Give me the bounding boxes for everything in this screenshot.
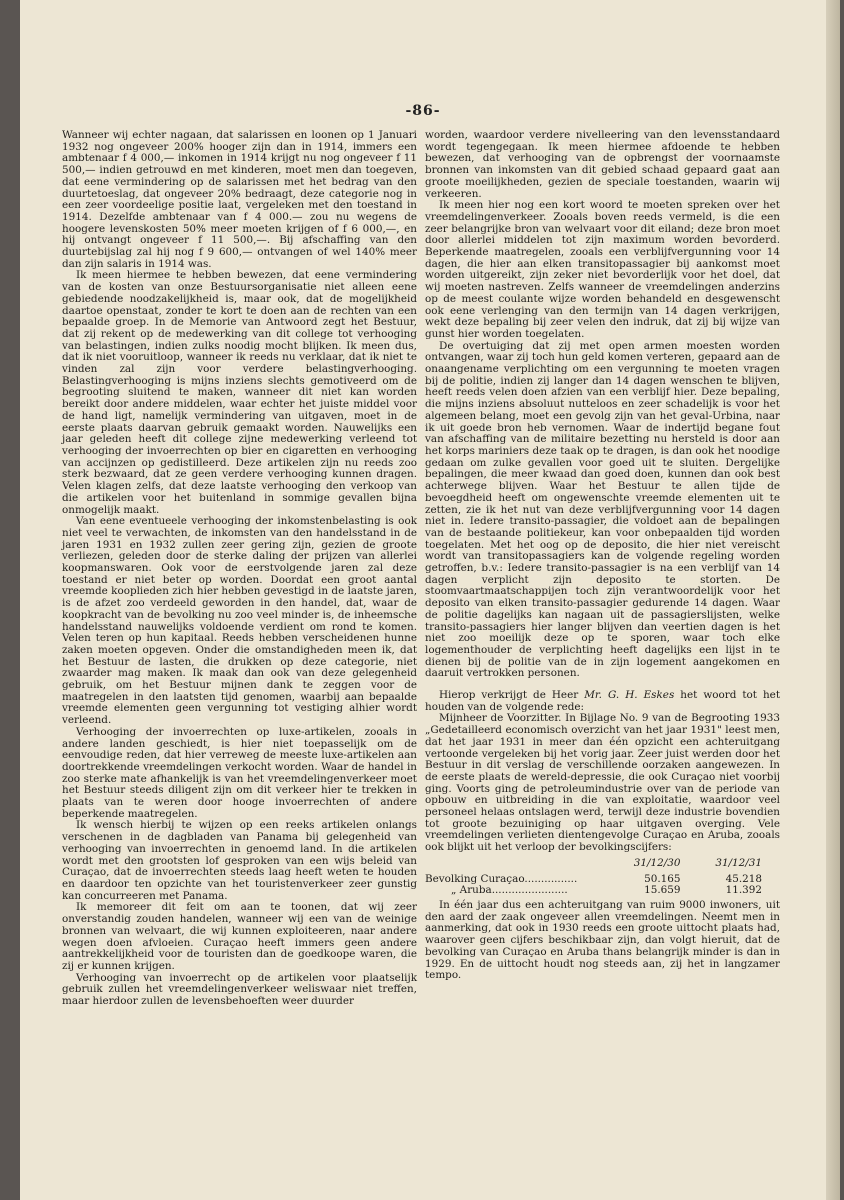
table-cell-label: [425, 885, 617, 897]
left-column: [62, 130, 417, 1008]
speaker-name: Mr. G. H. Eskes: [584, 689, 675, 702]
population-table: [425, 858, 780, 897]
table-row: [425, 885, 780, 897]
row-label: Bevolking Curaçao: [425, 872, 525, 885]
table-cell: 15.659: [644, 884, 681, 897]
paragraph: Ik memoreer dit feit om aan te toonen, dat wij zeer onverstandig zouden handelen, wanneer wij een van de weinige bronnen van welvaart, die wij kunnen exploiteeren, naar andere wegen doen afvloeien. Curaçao heeft immers geen andere aantrekkelijkheid voor de touristen dan de goedkoope waren, die zij er kunnen krijgen.: [62, 901, 417, 972]
row-leader: .......................: [491, 884, 568, 897]
paragraph: Ik wensch hierbij te wijzen op een reeks artikelen onlangs verschenen in de dagbladen van Panama bij gelegenheid van verhooging van invoerrechten in genoemd land. In die artikelen wordt met den grootsten lof gesproken van een wijs beleid van Curaçao, dat de invoerrechten steeds laag heeft weten te houden en daardoor ten opzichte van het touristenverkeer zeer gunstig kan concurreeren met Panama.: [62, 819, 417, 902]
paragraph: Van eene eventueele verhooging der inkomstenbelasting is ook niet veel te verwachten, de inkomsten van den handelsstand in de jaren 1931 en 1932 zullen zeer gering zijn, gezien de groote verliezen, geleden door de sterke daling der prijzen van allerlei koopmanswaren. Ook voor de eerstvolgende jaren zal deze toestand er niet beter op worden. Doordat een groot aantal vreemde kooplieden zich hier hebben gevestigd in de laatste jaren, is de afzet zoo verdeeld geworden in den handel, dat, waar de koopkracht van de bevolking nu zoo veel minder is, de inheemsche handelsstand nauwelijks voldoende verdient om rond te komen. Velen teren op hun kapitaal. Reeds hebben verscheidenen hunne zaken moeten opgeven. Onder die omstandigheden meen ik, dat het Bestuur de lasten, die drukken op deze categorie, niet zwaarder mag maken. Ik maak dan ook van deze gelegenheid gebruik, om het Bestuur mijnen dank te zeggen voor de maatregelen in den laatsten tijd genomen, waarbij aan bepaalde vreemde elementen geen vergunning tot vestiging alhier wordt verleend.: [62, 515, 417, 727]
speaker-intro-after: het woord tot het houden van de volgende rede:: [425, 689, 780, 713]
table-cell: 45.218: [725, 872, 762, 885]
closing-paragraph: In één jaar dus een achteruitgang van ruim 9000 inwoners, uit den aard der zaak ongeveer allen vreemdelingen. Neemt men in aanmerking, dat ook in 1930 reeds een groote uittocht plaats had, waarover geen cijfers beschikbaar zijn, dan volgt hieruit, dat de bevolking van Curaçao en Aruba thans belangrijk minder is dan in 1929. En de uittocht houdt nog steeds aan, zij het in langzamer tempo.: [425, 899, 780, 982]
row-leader: ................: [524, 872, 578, 885]
paragraph: De overtuiging dat zij met open armen moesten worden ontvangen, waar zij toch hun geld komen verteren, gepaard aan de onaangename verplichting om een vergunning te moeten vragen bij de politie, indien zij langer dan 14 dagen wenschen te blijven, heeft reeds velen doen afzien van een verblijf hier. Deze bepaling, die mijns inziens absoluut nutteloos en zeer schadelijk is voor het algemeen belang, moet een gevolg zijn van het geval-Urbina, naar ik uit goede bron heb vernomen. Waar de indertijd begane fout van afschaffing van de militaire bezetting nu hersteld is door aan het korps mariniers deze taak op te dragen, is dan ook het noodige gedaan om zulke gevallen voor goed uit te sluiten. Dergelijke bepalingen, die meer kwaad dan goed doen, kunnen dan ook best achterwege blijven. Waar het Bestuur te allen tijde de bevoegdheid heeft om ongewenschte vreemde elementen uit te zetten, zie ik het nut van deze verblijfvergunning voor 14 dagen niet in. Iedere transito-passagier, die voldoet aan de bepalingen van de bestaande politiekeur, kan voor onbepaalden tijd worden toegelaten. Met het oog op de deposito, die hier niet vereischt wordt van transitopassagiers kan de volgende regeling worden getroffen, b.v.: Iedere transito-passagier is na een verblijf van 14 dagen verplicht zijn deposito te storten. De stoomvaartmaatschappijen toch zijn verantwoordelijk voor het deposito van elken transito-passagier gedurende 14 dagen. Waar de politie dagelijks kan nagaan uit de passagierslijsten, welke transito-passagiers hier langer blijven dan veertien dagen is het niet zoo moeilijk deze op te sporen, waar toch elke logementhouder de verplichting heeft dagelijks een lijst in te dienen bij de politie van de in zijn logement aangekomen en daaruit vertrokken personen.: [425, 339, 780, 680]
table-header: 31/12/31: [715, 856, 762, 869]
document-page: [20, 0, 826, 1200]
page-number: -86-: [405, 103, 441, 119]
speaker-intro: [425, 690, 780, 713]
paragraph: Ik meen hiermee te hebben bewezen, dat eene vermindering van de kosten van onze Bestuursorganisatie niet alleen eene gebiedende noodzakelijkheid is, maar ook, dat de mogelijkheid daartoe openstaat, zonder te kort te doen aan de rechten van een bepaalde groep. In de Memorie van Antwoord zegt het Bestuur, dat zij rekent op de medewerking van dit college tot verhooging van belastingen, indien zulks noodig mocht blijken. Ik meen dus, dat ik niet vooruitloop, wanneer ik reeds nu verklaar, dat ik niet te vinden zal zijn voor verdere belastingverhooging. Belastingverhooging is mijns inziens slechts gemotiveerd om de begrooting sluitend te maken, wanneer dit niet kan worden bereikt door andere middelen, waar echter het juiste middel voor de hand ligt, namelijk vermindering van uitgaven, moet in de eerste plaats daarvan gebruik gemaakt worden. Nauwelijks een jaar geleden heeft dit college zijne medewerking verleend tot verhooging der invoerrechten op bier en cigaretten en verhooging van accijnzen op gedistilleerd. Deze artikelen zijn nu reeds zoo sterk bezwaard, dat ze geen verdere verhooging kunnen dragen. Velen klagen zelfs, dat deze laatste verhooging den verkoop van die artikelen voor het buitenland in sommige gevallen bijna onmogelijk maakt.: [62, 269, 417, 516]
paragraph: Ik meen hier nog een kort woord te moeten spreken over het vreemdelingenverkeer. Zooals boven reeds vermeld, is die een zeer belangrijke bron van welvaart voor dit eiland; deze bron moet door allerlei middelen tot zijn maximum worden bevorderd. Beperkende maatregelen, zooals een verblijfvergunning voor 14 dagen, die hier aan elken transitopassagier bij aankomst moet worden uitgereikt, zijn zeker niet bevorderlijk voor het doel, dat wij moeten nastreven. Zelfs wanneer de vreemdelingen anderzins op de meest coulante wijze worden behandeld en desgewenscht ook eene verlenging van den termijn van 14 dagen verkrijgen, wekt deze bepaling bij zeer velen den indruk, dat zij bij wijze van gunst hier worden toegelaten.: [425, 199, 780, 340]
paragraph: Wanneer wij echter nagaan, dat salarissen en loonen op 1 Januari 1932 nog ongeveer 200% hooger zijn dan in 1914, immers een ambtenaar f 4 000,— inkomen in 1914 krijgt nu nog ongeveer f 11 500,— indien getrouwd en met kinderen, moet men dan toegeven, dat eene vermindering op de salarissen met het bedrag van den duurtetoeslag, dat ongeveer 20% bedraagt, deze categorie nog in een zeer voordeelige positie laat, vergeleken met den toestand in 1914. Dezelfde ambtenaar van f 4 000.— zou nu wegens de hoogere levenskosten 50% meer moeten krijgen of f 6 000,—, en hij ontvangt ongeveer f 11 500,—. Bij afschaffing van den duurtebijslag zal hij nog f 9 600,— ontvangen of wel 140% meer dan zijn salaris in 1914 was.: [62, 129, 417, 270]
paragraph: worden, waardoor verdere nivelleering van den levensstandaard wordt tegengegaan. Ik meen hiermee afdoende te hebben bewezen, dat verhooging van de opbrengst der voornaamste bronnen van inkomsten van dit gebied schaad gepaard gaat aan groote moeilijkheden, gezien de speciale toestanden, waarin wij verkeeren.: [425, 129, 780, 200]
table-header-empty: [425, 858, 617, 874]
paragraph: Verhooging van invoerrecht op de artikelen voor plaatselijk gebruik zullen het vreemdelingenverkeer weliswaar niet treffen, maar hierdoor zullen de levensbehoeften weer duurder: [62, 971, 417, 1008]
right-column: [425, 130, 780, 982]
speech-paragraph: Mijnheer de Voorzitter. In Bijlage No. 9 van de Begrooting 1933 „Gedetailleerd economisch overzicht van het jaar 1931" leest men, dat het jaar 1931 in meer dan één opzicht een achteruitgang vertoonde vergeleken bij het vorig jaar. Zeer juist werden door het Bestuur in dit verslag de verschillende oorzaken aangewezen. In de eerste plaats de wereld-depressie, die ook Curaçao niet voorbij ging. Voorts ging de petroleumindustrie over van de periode van opbouw en uitbreiding in die van exploitatie, waardoor veel personeel helaas ontslagen werd, terwijl deze industrie bovendien tot groote bezuiniging op haar uitgaven overging. Vele vreemdelingen verlieten dientengevolge Curaçao en Aruba, zooals ook blijkt uit het verloop der bevolkingscijfers:: [425, 712, 780, 854]
row-label: „ Aruba: [451, 884, 492, 897]
table-header: 31/12/30: [633, 856, 681, 869]
table-header-row: [425, 858, 780, 874]
table-cell: 50.165: [644, 872, 681, 885]
table-cell: 11.392: [725, 884, 762, 897]
speaker-intro-before: Hierop verkrijgt de Heer: [439, 689, 585, 702]
paragraph: Verhooging der invoerrechten op luxe-artikelen, zooals in andere landen geschiedt, is hier niet toepasselijk om de eenvoudige reden, dat hier verreweg de meeste luxe-artikelen aan doortrekkende vreemdelingen verkocht worden. Waar de handel in zoo sterke mate afhankelijk is van het vreemdelingenverkeer moet het Bestuur steeds diligent zijn om dit verkeer hier te trekken in plaats van te weren door hooge invoerrechten of andere beperkende maatregelen.: [62, 725, 417, 820]
